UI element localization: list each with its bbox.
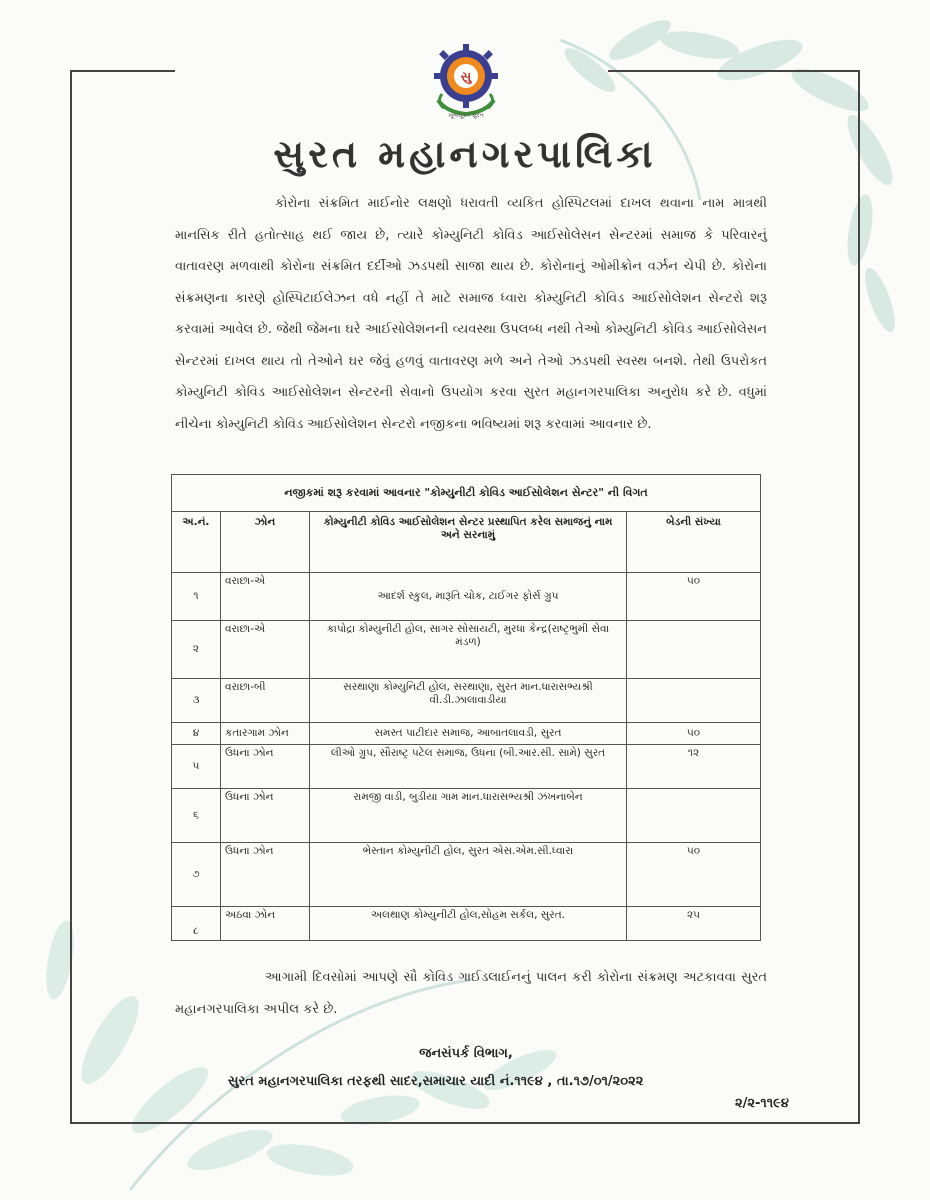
cell-address: અલથાણ કોમ્યુનીટી હોલ,સોહમ સર્કલ, સુરત.: [310, 907, 627, 941]
cell-beds: ૫૦: [627, 573, 761, 621]
header-zone: ઝોન: [221, 512, 310, 573]
table-row: [172, 789, 761, 843]
header-sn: અ.નં.: [172, 512, 221, 573]
cell-sn: ૩: [172, 679, 221, 723]
svg-text:સુ: સુ: [460, 70, 472, 85]
cell-beds: [627, 621, 761, 679]
table-row: [172, 843, 761, 907]
closing-paragraph: [175, 962, 767, 1026]
table-caption: નજીકમાં શરૂ કરવામાં આવનાર "કોમ્યુનીટી કોવિડ આઈસોલેશન સેન્ટર" ની વિગત: [172, 475, 761, 512]
cell-address: લીઓ ગ્રુપ, સૌરાષ્ટ્ર પટેલ સમાજ, ઉધના (બી.આર.સી. સામે) સુરત: [310, 745, 627, 789]
cell-address: રામજી વાડી, બુડીયા ગામ માન.ધારાસભ્યશ્રી ઝંખનાબેન: [310, 789, 627, 843]
cell-zone: વરાછા-એ: [221, 573, 310, 621]
logo-caption: ખૂબસૂરત સુરત: [448, 112, 484, 119]
cell-address: કાપોદ્રા કોમ્યુનીટી હોલ, સાગર સોસાયટી, મુરધા કેન્દ્ર(રાષ્ટ્રભુમી સેવા મંડળ): [310, 621, 627, 679]
cell-address: આદર્શ સ્કુલ, મારૂતિ ચોક, ટાઈગર ફોર્સ ગ્રુપ: [310, 573, 627, 621]
header-beds: બેડની સંખ્યા: [627, 512, 761, 573]
cell-sn: ૪: [172, 723, 221, 745]
cell-beds: ૫૦: [627, 723, 761, 745]
cell-address: સમસ્ત પાટીદાર સમાજ, આબાતલાવડી, સુરત: [310, 723, 627, 745]
header-address: કોમ્યુનીટી કોવિડ આઈસોલેશન સેન્ટર પ્રસ્થાપિત કરેલ સમાજનું નામ અને સરનામું: [310, 512, 627, 573]
table-row: [172, 907, 761, 941]
cell-zone: ઉધના ઝોન: [221, 745, 310, 789]
closing-text: આગામી દિવસોમાં આપણે સૌ કોવિડ ગાઈડલાઈનનું પાલન કરી કોરોના સંક્રમણ અટકાવવા સુરત મહાનગરપાલિકા અપીલ કરે છે.: [175, 970, 767, 1017]
cell-beds: [627, 789, 761, 843]
table-row: [172, 621, 761, 679]
cell-address: ભેસ્તાન કોમ્યુનીટી હોલ, સુરત એસ.એમ.સી.ધ્વારા: [310, 843, 627, 907]
cell-beds: ૫૦: [627, 843, 761, 907]
cell-zone: ઉધના ઝોન: [221, 843, 310, 907]
cell-zone: અઠવા ઝોન: [221, 907, 310, 941]
cell-beds: ૧૨: [627, 745, 761, 789]
cell-sn: ૬: [172, 789, 221, 843]
signature-line: સુરત મહાનગરપાલિકા તરફથી સાદર,સમાચાર યાદી નં.૧૧૯૪ , તા.૧૭/૦૧/૨૦૨૨: [228, 1074, 644, 1089]
table-row: [172, 745, 761, 789]
signature-dept-text: જનસંપર્ક વિભાગ,: [419, 1046, 513, 1061]
cell-beds: [627, 679, 761, 723]
table-row: [172, 573, 761, 621]
cell-zone: વરાછા-બી: [221, 679, 310, 723]
cell-sn: ૮: [172, 907, 221, 941]
cell-address: સરથાણા કોમ્યુનિટી હોલ, સરથાણા, સુરત માન.ધારાસભ્યશ્રી વી.ડી.ઝાલાવાડીયા: [310, 679, 627, 723]
cell-sn: ૧: [172, 573, 221, 621]
isolation-centres-table: [171, 474, 761, 941]
cell-zone: કતારગામ ઝોન: [221, 723, 310, 745]
smc-logo-icon: [426, 42, 506, 120]
cell-sn: ૨: [172, 621, 221, 679]
intro-paragraph: [175, 188, 767, 440]
cell-zone: ઉધના ઝોન: [221, 789, 310, 843]
table-row: [172, 679, 761, 723]
cell-sn: ૫: [172, 745, 221, 789]
signature-dept: [0, 1046, 822, 1061]
page-title: સુરત મહાનગરપાલિકા: [273, 132, 657, 176]
cell-zone: વરાછા-એ: [221, 621, 310, 679]
intro-text: કોરોના સંક્રમિત માઈનોર લક્ષણો ધરાવતી વ્યકિત હોસ્પિટલમાં દાખલ થવાના નામ માત્રથી માનસિક રીતે હતોત્સાહ થઈ જાય છે, ત્યારે કોમ્યુનિટી કોવિડ આઈસોલેસન સેન્ટરમાં સમાજ કે પરિવારનું વાતાવરણ મળવાથી કોરોના સંક્રમિત દર્દીઓ ઝડપથી સાજા થાય છે. કોરોનાનું ઓમીક્રોન વર્ઝન ચેપી છે. કોરોના સંક્રમણના કારણે હોસ્પિટાઈલેઝન વધે નહીં તે માટે સમાજ ધ્વારા કોમ્યુનિટી કોવિડ આઈસોલેશન સેન્ટરો શરૂ કરવામાં આવેલ છે. જેથી જેમના ઘરે આઈસોલેશનની વ્યવસ્થા ઉપલબ્ધ નથી તેઓ કોમ્યુનિટી કોવિડ આઈસોલેસન સેન્ટરમાં દાખલ થાય તો તેઓને ઘર જેવું હળવું વાતાવરણ મળે અને તેઓ ઝડપથી સ્વસ્થ બનશે. તેથી ઉપરોકત કોમ્યુનિટી કોવિડ આઈસોલેશન સેન્ટરની સેવાનો ઉપયોગ કરવા સુરત મહાનગરપાલિકા અનુરોધ કરે છે. વધુમાં નીચેના કોમ્યુનિટી કોવિડ આઈસોલેશન સેન્ટરો નજીકના ભવિષ્યમાં શરૂ કરવામાં આવનાર છે.: [175, 196, 767, 432]
cell-beds: ૨૫: [627, 907, 761, 941]
table-row: [172, 723, 761, 745]
cell-sn: ૭: [172, 843, 221, 907]
reference-number: ૨/૨-૧૧૯૪: [735, 1096, 789, 1111]
